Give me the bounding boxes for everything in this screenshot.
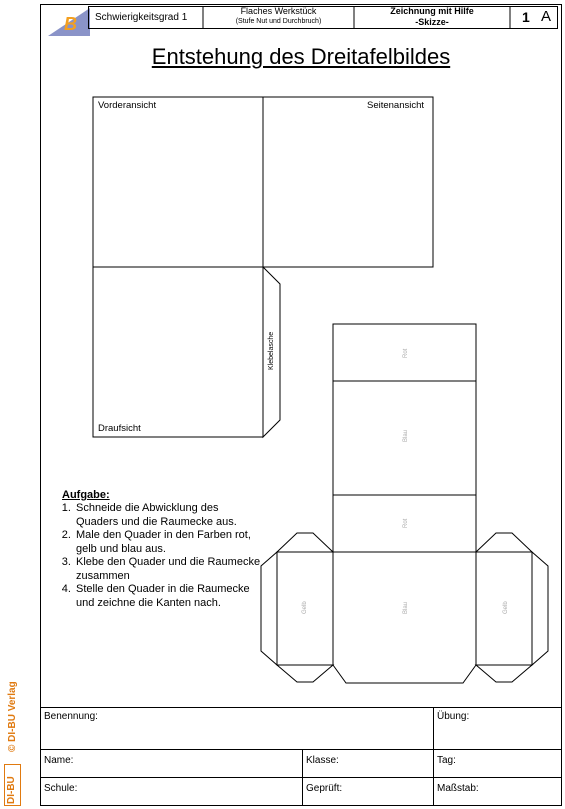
footer-school-cell	[40, 777, 303, 806]
exercise-label: Übung:	[437, 711, 470, 722]
scale-label: Maßstab:	[437, 783, 479, 794]
footer-checked-cell	[302, 777, 434, 806]
svg-text:B: B	[64, 14, 77, 34]
face-blue-bottom: Blau	[403, 601, 409, 614]
task-item-1: 1. Schneide die Abwicklung des Quaders und die Raumecke aus.	[74, 502, 262, 529]
task-block	[62, 489, 262, 610]
face-red-lower: Rot	[403, 518, 409, 528]
publisher-logo-text: DI-BU	[6, 776, 17, 804]
top-view-label: Draufsicht	[98, 423, 141, 434]
footer-exercise-cell	[433, 707, 562, 750]
workpiece-title: Flaches Werkstück	[240, 6, 317, 16]
drawing-type: Zeichnung mit Hilfe	[390, 6, 474, 16]
workpiece-subtitle: (Stufe Nut und Durchbruch)	[235, 18, 322, 25]
day-label: Tag:	[437, 755, 456, 766]
front-view-label: Vorderansicht	[98, 100, 157, 111]
footer-day-cell	[433, 749, 562, 778]
face-yellow-right: Gelb	[503, 601, 509, 614]
task-item-3: 3. Klebe den Quader und die Raumecke zusammen	[74, 556, 262, 583]
drawing-subtype: -Skizze-	[415, 17, 449, 27]
task-item-4: 4. Stelle den Quader in die Raumecke und zeichne die Kanten nach.	[74, 583, 262, 610]
sheet-variant: A	[541, 8, 552, 25]
page-title: Entstehung des Dreitafelbildes	[151, 44, 451, 69]
face-yellow-left: Gelb	[302, 601, 308, 614]
checked-label: Geprüft:	[306, 783, 343, 794]
designation-label: Benennung:	[44, 711, 98, 722]
difficulty-label: Schwierigkeitsgrad 1	[95, 12, 188, 23]
student-name-label: Name:	[44, 755, 74, 766]
footer-name-cell	[40, 749, 303, 778]
sheet-number: 1	[522, 9, 530, 25]
footer-class-cell	[302, 749, 434, 778]
footer-scale-cell	[433, 777, 562, 806]
class-label: Klasse:	[306, 755, 339, 766]
face-red-top: Rot	[403, 348, 409, 358]
school-label: Schule:	[44, 783, 78, 794]
task-item-2: 2. Male den Quader in den Farben rot, gelb und blau aus.	[74, 529, 262, 556]
glue-tab-label: Klebelasche	[268, 331, 275, 370]
task-list	[62, 502, 262, 610]
task-heading: Aufgabe:	[62, 489, 110, 501]
face-blue-middle: Blau	[403, 429, 409, 442]
footer-designation-cell	[40, 707, 434, 750]
side-view-label: Seitenansicht	[367, 100, 425, 111]
publisher-copyright: © DI-BU Verlag	[7, 681, 18, 752]
